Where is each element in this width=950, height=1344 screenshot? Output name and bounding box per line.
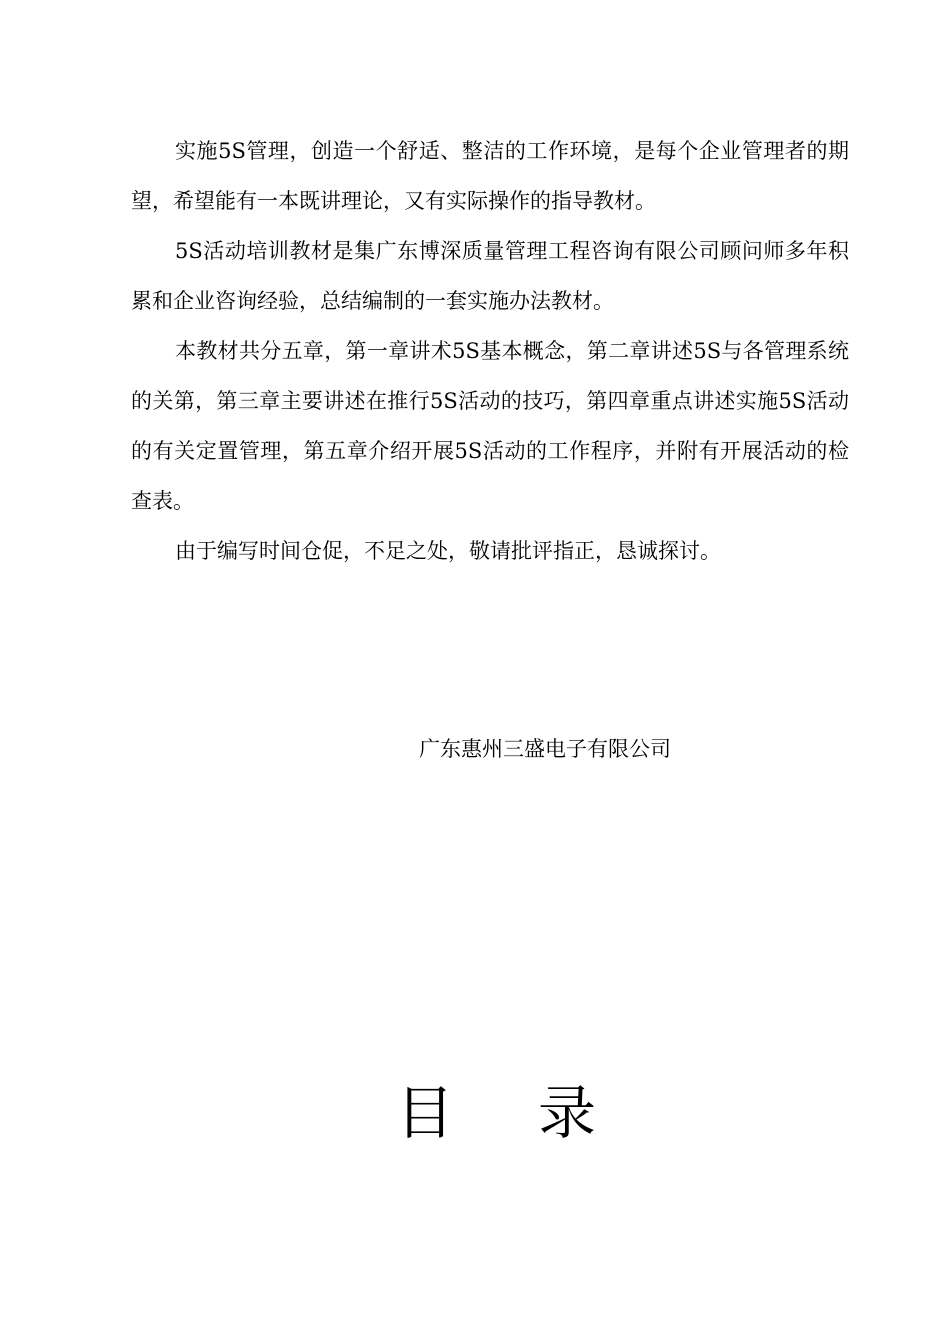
toc-title-char-2: 录 bbox=[538, 1079, 597, 1147]
preface-paragraph-4: 由于编写时间仓促，不足之处，敬请批评指正，恳诚探讨。 bbox=[175, 539, 721, 563]
preface-body bbox=[131, 126, 849, 576]
toc-title-char-1: 目 bbox=[396, 1079, 455, 1147]
preface-paragraph-2: 5S活动培训教材是集广东博深质量管理工程咨询有限公司顾问师多年积累和企业咨询经验，总结编制的一套实施办法教材。 bbox=[131, 239, 849, 313]
company-signature: 广东惠州三盛电子有限公司 bbox=[419, 737, 671, 761]
preface-paragraph-1: 实施5S管理，创造一个舒适、整洁的工作环境，是每个企业管理者的期望，希望能有一本既讲理论，又有实际操作的指导教材。 bbox=[131, 139, 849, 213]
preface-paragraph-3: 本教材共分五章，第一章讲术5S基本概念，第二章讲述5S与各管理系统的关第，第三章主要讲述在推行5S活动的技巧，第四章重点讲述实施5S活动的有关定置管理，第五章介绍开展5S活动的工作程序，并附有开展活动的检查表。 bbox=[131, 339, 849, 513]
table-of-contents-heading bbox=[396, 1073, 596, 1153]
